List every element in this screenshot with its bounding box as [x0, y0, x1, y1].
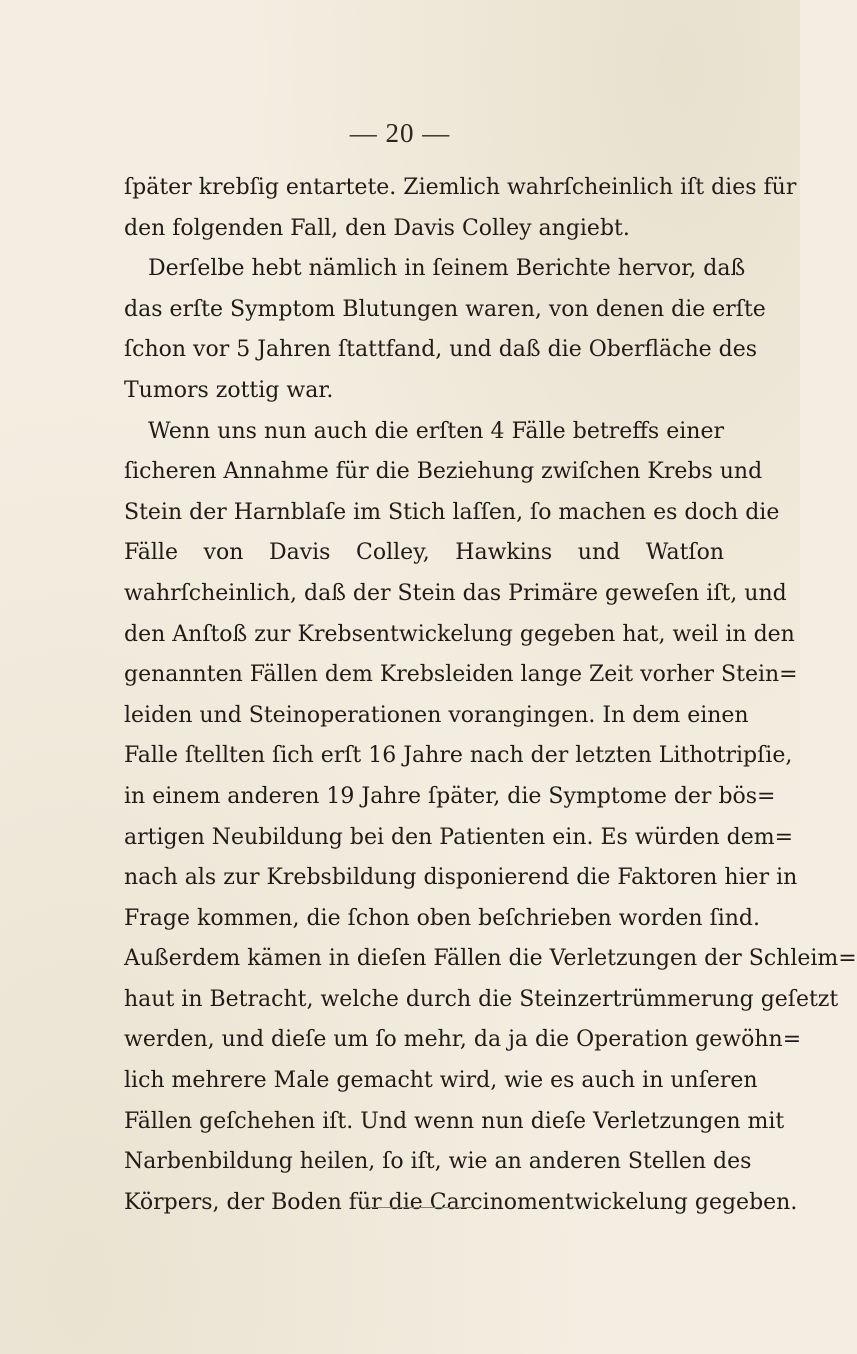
text-line: ſpäter krebſig entartete. Ziemlich wahrſcheinlich iſt dies für	[124, 175, 797, 200]
text-line: lich mehrere Male gemacht wird, wie es auch in unſeren	[124, 1068, 758, 1094]
text-line: ſicheren Annahme für die Beziehung zwiſchen Krebs und	[124, 459, 763, 485]
text-line: Frage kommen, die ſchon oben beſchrieben worden ſind.	[124, 905, 761, 931]
text-line: ſchon vor 5 Jahren ſtattfand, und daß die Oberfläche des	[124, 337, 758, 363]
page-number: — 20 —	[349, 118, 451, 148]
text-line: wahrſcheinlich, daß der Stein das Primäre geweſen iſt, und	[124, 580, 787, 606]
text-line: Tumors zottig war.	[124, 377, 334, 403]
text-line: Narbenbildung heilen, ſo iſt, wie an anderen Stellen des	[124, 1149, 752, 1175]
text-line: Stein der Harnblaſe im Stich laſſen, ſo machen es doch die	[124, 499, 780, 525]
paragraph-2	[124, 249, 766, 411]
paragraph-1	[124, 168, 797, 249]
text-line: Körpers, der Boden für die Carcinomentwickelung gegeben.	[124, 1189, 798, 1215]
text-line: haut in Betracht, welche durch die Steinzertrümmerung geſetzt	[124, 986, 839, 1012]
text-line: den folgenden Fall, den Davis Colley angiebt.	[124, 215, 630, 241]
text-line: nach als zur Krebsbildung disponierend die Faktoren hier in	[124, 865, 798, 891]
body-text	[124, 168, 857, 1223]
text-line: den Anſtoß zur Krebsentwickelung gegeben hat, weil in den	[124, 621, 795, 647]
text-line: leiden und Steinoperationen vorangingen. In dem einen	[124, 702, 749, 728]
text-line: in einem anderen 19 Jahre ſpäter, die Symptome der bös=	[124, 783, 776, 809]
text-line: Fälle von Davis Colley, Hawkins und Watſon	[124, 540, 724, 566]
paragraph-3	[124, 412, 857, 1224]
text-line: Falle ſtellten ſich erſt 16 Jahre nach der letzten Lithotripſie,	[124, 743, 793, 769]
end-rule	[364, 1207, 472, 1208]
text-line: Wenn uns nun auch die erſten 4 Fälle betreffs einer	[148, 418, 724, 444]
text-line: Fällen geſchehen iſt. Und wenn nun dieſe Verletzungen mit	[124, 1108, 785, 1134]
text-line: artigen Neubildung bei den Patienten ein. Es würden dem=	[124, 824, 794, 850]
text-line: werden, und dieſe um ſo mehr, da ja die Operation gewöhn=	[124, 1027, 802, 1053]
text-line: Derſelbe hebt nämlich in ſeinem Berichte hervor, daß	[148, 256, 746, 282]
text-line: Außerdem kämen in dieſen Fällen die Verletzungen der Schleim=	[124, 946, 857, 972]
text-line: genannten Fällen dem Krebsleiden lange Zeit vorher Stein=	[124, 662, 798, 688]
text-line: das erſte Symptom Blutungen waren, von denen die erſte	[124, 296, 766, 322]
